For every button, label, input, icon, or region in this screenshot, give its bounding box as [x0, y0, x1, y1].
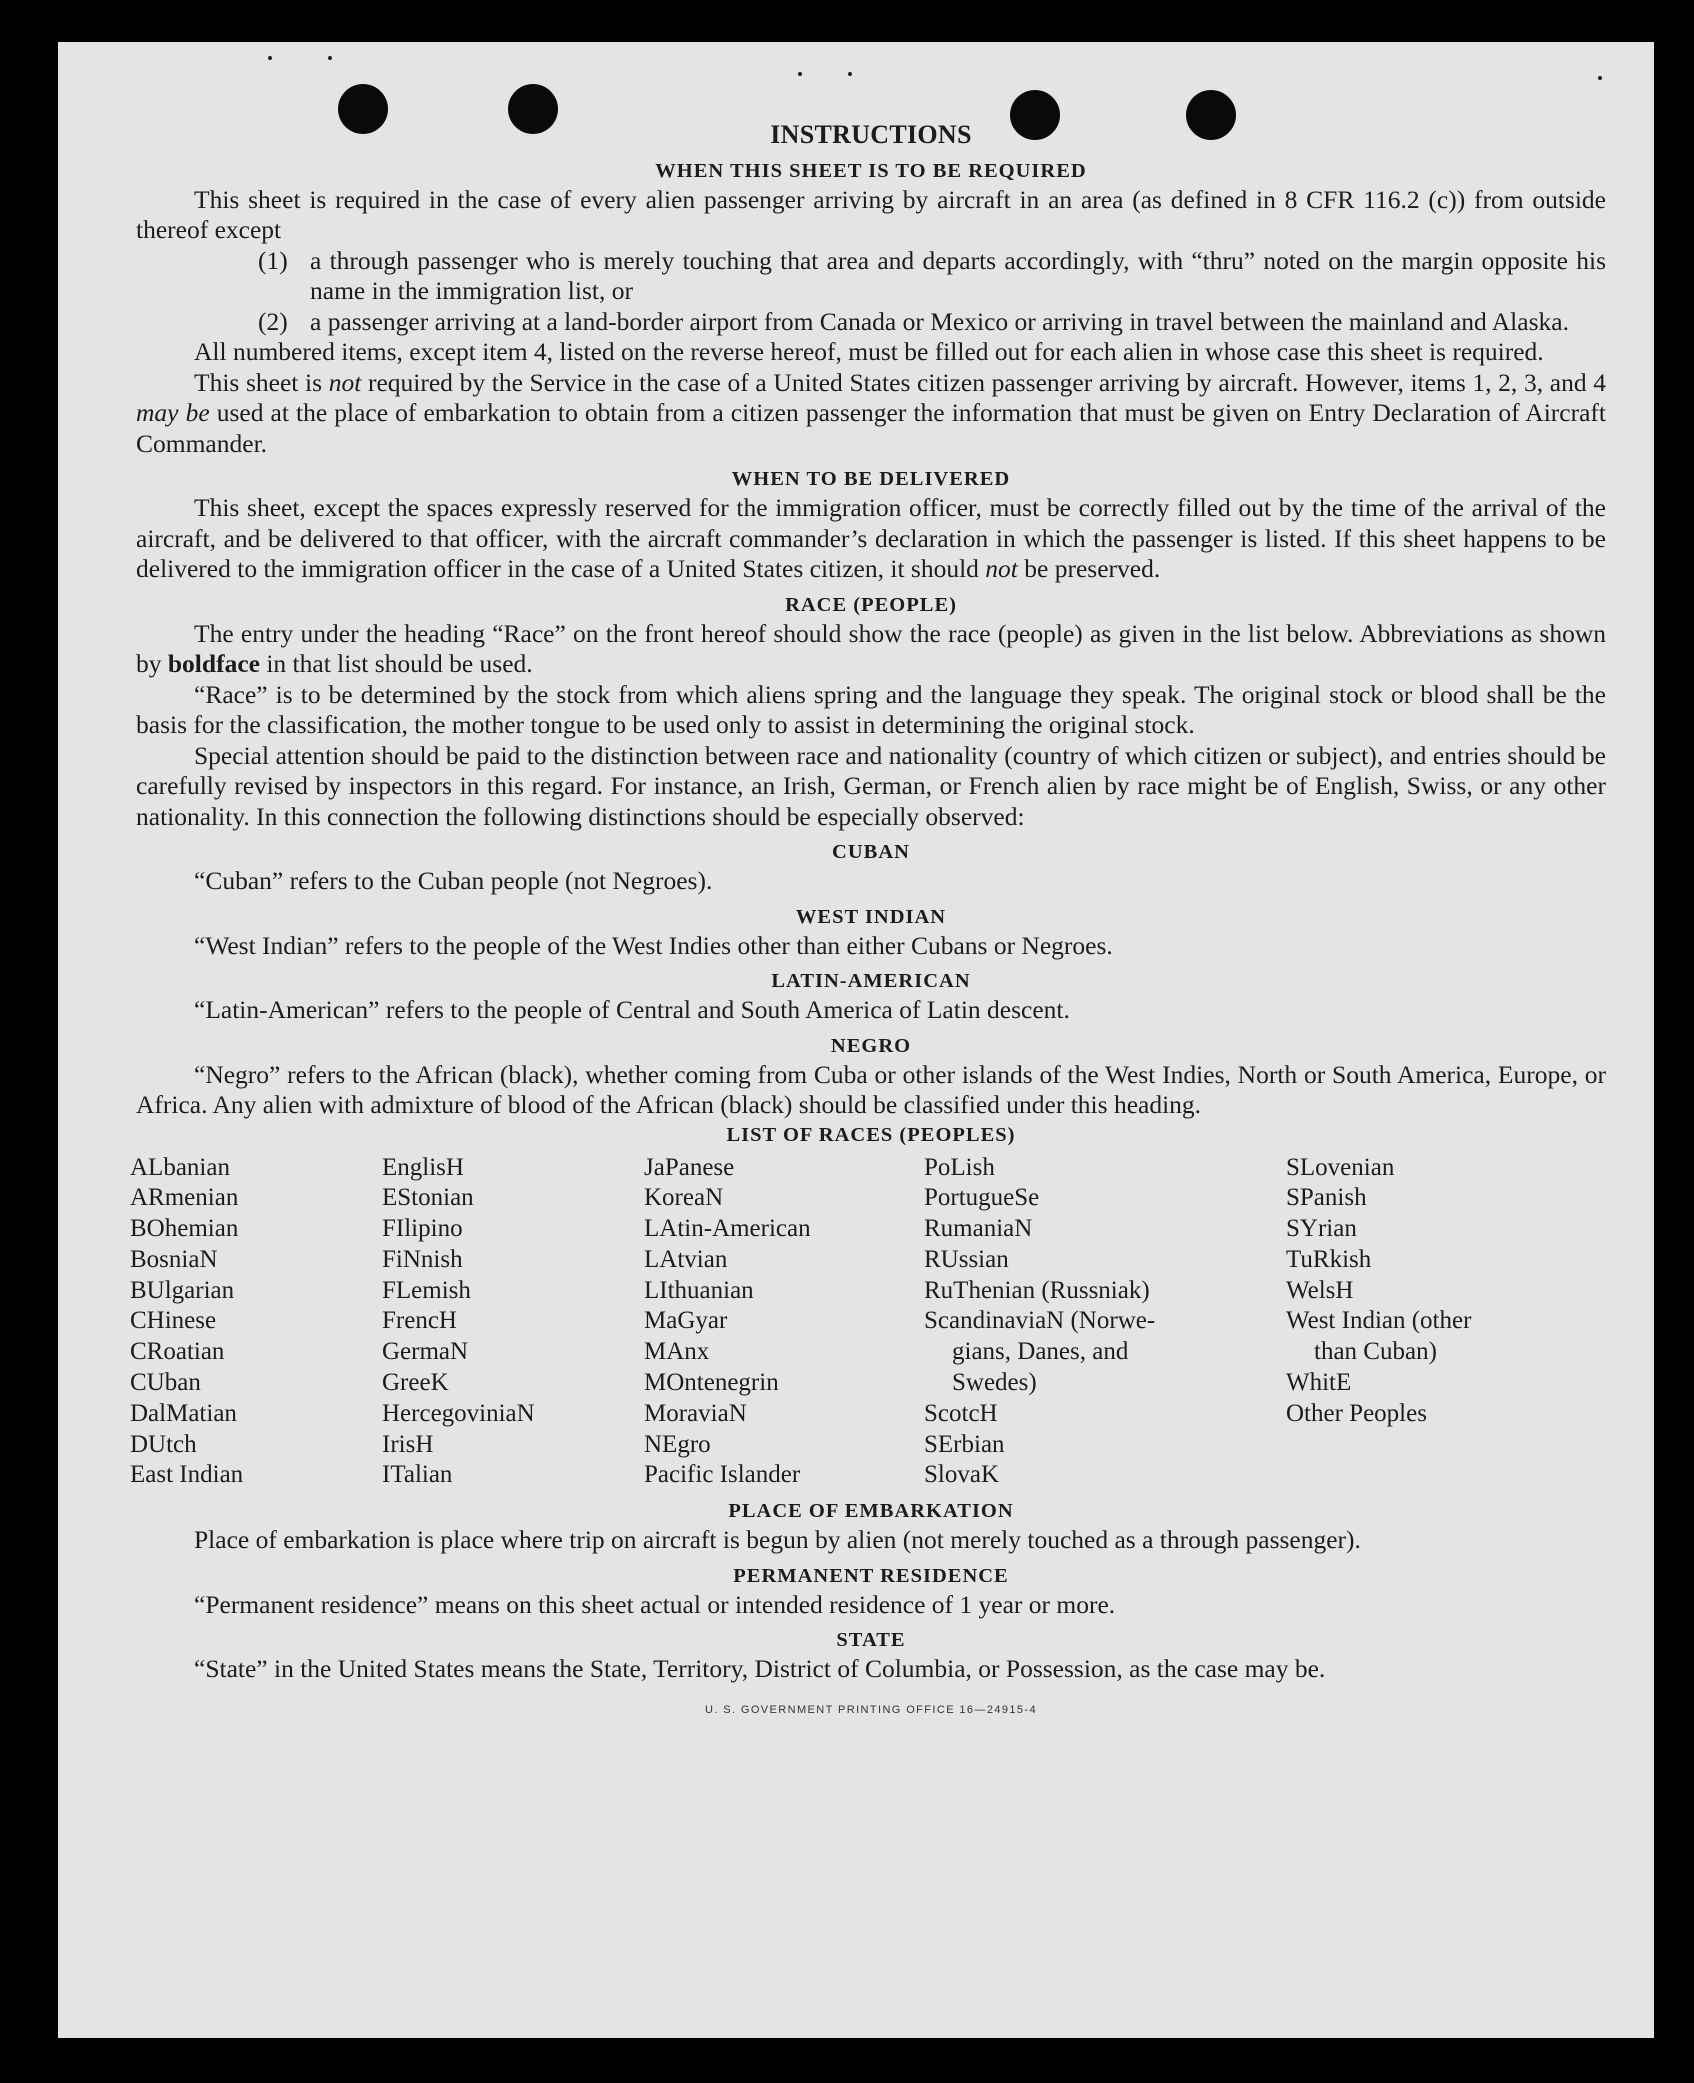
list-item: KoreaN [644, 1184, 724, 1212]
race-column [1286, 1153, 1548, 1492]
list-item: BUlgarian [130, 1276, 235, 1304]
section-heading: STATE [836, 1629, 906, 1652]
list-item: CUban [130, 1369, 201, 1397]
list-item: CHinese [130, 1307, 217, 1335]
list-item: DUtch [130, 1430, 197, 1458]
list-item: EStonian [382, 1184, 474, 1212]
list-item: GermaN [382, 1338, 469, 1366]
list-item: ScandinaviaN (Norwe- [924, 1307, 1156, 1335]
list-item: WhitE [1286, 1369, 1352, 1397]
list-item: ALbanian [130, 1153, 230, 1181]
paragraph: “Permanent residence” means on this sheet actual or intended residence of 1 year or more. [194, 1589, 1116, 1619]
list-item: LAtin-American [644, 1215, 811, 1243]
list-item: CRoatian [130, 1338, 225, 1366]
list-item: than Cuban) [1314, 1338, 1437, 1366]
list-item: LAtvian [644, 1245, 728, 1273]
list-item: DalMatian [130, 1399, 237, 1427]
paragraph: This sheet, except the spaces expressly reserved for the immigration officer, must be correctly filled out by the time of the arrival of the aircraft, and be delivered to that officer, with the aircraft commander’s declaration in which the passenger is listed. If this sheet happens to be delivered to the immigration officer in the case of a United States citizen, it should not be preserved. [136, 493, 1606, 583]
section-heading: RACE (PEOPLE) [785, 593, 957, 616]
race-column [644, 1153, 924, 1492]
list-item: Other Peoples [1286, 1399, 1427, 1427]
list-item: PortugueSe [924, 1184, 1040, 1212]
list-item: SErbian [924, 1430, 1005, 1458]
race-column [382, 1153, 644, 1492]
list-item: EnglisH [382, 1153, 464, 1181]
paragraph: “West Indian” refers to the people of the West Indies other than either Cubans or Negroes. [194, 930, 1113, 960]
list-item: MOntenegrin [644, 1369, 779, 1397]
list-item: (1) a through passenger who is merely touching that area and departs accordingly, with “thru” noted on the margin opposite his name in the immigration list, or [258, 245, 1606, 305]
list-item: MoraviaN [644, 1399, 747, 1427]
list-item: FIlipino [382, 1215, 463, 1243]
paragraph: This sheet is required in the case of every alien passenger arriving by aircraft in an area (as defined in 8 CFR 116.2 (c)) from outside thereof except [136, 184, 1606, 244]
paragraph: The entry under the heading “Race” on the front hereof should show the race (people) as given in the list below. Abbreviations as shown by boldface in that list should be used. [136, 618, 1606, 678]
section-heading: NEGRO [830, 1034, 912, 1057]
list-item: ITalian [382, 1461, 453, 1489]
list-item: WelsH [1286, 1276, 1354, 1304]
section-heading: PERMANENT RESIDENCE [733, 1564, 1009, 1587]
paragraph: “Cuban” refers to the Cuban people (not Negroes). [194, 866, 713, 895]
list-item: FrencH [382, 1307, 457, 1335]
list-item: SLovenian [1286, 1153, 1395, 1181]
list-item: FLemish [382, 1276, 471, 1304]
section-heading: LIST OF RACES (PEOPLES) [726, 1123, 1016, 1146]
list-item: JaPanese [644, 1153, 735, 1181]
list-item: RuThenian (Russniak) [924, 1276, 1150, 1304]
paragraph: Place of embarkation is place where trip on aircraft is begun by alien (not merely touched as a through passenger). [194, 1525, 1361, 1555]
list-item: East Indian [130, 1461, 244, 1489]
document-sheet [58, 42, 1654, 2038]
list-item: Swedes) [952, 1369, 1037, 1397]
section-heading: LATIN-AMERICAN [771, 970, 971, 992]
list-item: (2) a passenger arriving at a land-border airport from Canada or Mexico or arriving in travel between the mainland and Alaska. [258, 306, 1569, 336]
list-item: BOhemian [130, 1215, 239, 1243]
race-column [924, 1153, 1286, 1492]
paragraph: All numbered items, except item 4, listed on the reverse hereof, must be filled out for each alien in whose case this sheet is required. [194, 337, 1544, 366]
instructions-content [130, 120, 1606, 1725]
list-item: MaGyar [644, 1307, 728, 1335]
paragraph: “State” in the United States means the State, Territory, District of Columbia, or Possession, as the case may be. [194, 1654, 1326, 1684]
list-item: MAnx [644, 1338, 710, 1366]
paragraph: This sheet is not required by the Service in the case of a United States citizen passenger arriving by aircraft. However, items 1, 2, 3, and 4 may be used at the place of embarkation to obtain from a citizen passenger the information that must be given on Entry Declaration of Aircraft Commander. [136, 367, 1606, 458]
list-item: RumaniaN [924, 1215, 1033, 1243]
paragraph: “Latin-American” refers to the people of Central and South America of Latin descent. [194, 995, 1070, 1024]
list-item: TuRkish [1286, 1245, 1372, 1273]
list-item: LIthuanian [644, 1276, 754, 1304]
list-item: PoLish [924, 1153, 995, 1181]
list-item: BosniaN [130, 1245, 218, 1273]
section-heading: WHEN TO BE DELIVERED [731, 468, 1011, 490]
printer-imprint: U. S. GOVERNMENT PRINTING OFFICE 16—24915-4 [704, 1703, 1037, 1716]
section-heading: CUBAN [832, 841, 910, 863]
paragraph: “Negro” refers to the African (black), whether coming from Cuba or other islands of the West Indies, North or South America, Europe, or Africa. Any alien with admixture of blood of the African (black) should be classified under this heading. [136, 1059, 1606, 1119]
paragraph: “Race” is to be determined by the stock from which aliens spring and the language they speak. The original stock or blood shall be the basis for the classification, the mother tongue to be used only to assist in determining the original stock. [136, 679, 1606, 739]
list-item: HercegoviniaN [382, 1399, 535, 1427]
list-item: SlovaK [924, 1461, 999, 1489]
list-item: NEgro [644, 1430, 711, 1458]
list-item: gians, Danes, and [952, 1338, 1129, 1366]
paragraph: Special attention should be paid to the distinction between race and nationality (country of which citizen or subject), and entries should be carefully revised by inspectors in this regard. For instance, an Irish, German, or French alien by race might be of English, Swiss, or any other nationality. In this connection the following distinctions should be especially observed: [136, 740, 1606, 831]
list-item: IrisH [382, 1430, 434, 1458]
list-item: GreeK [382, 1369, 449, 1397]
page-title: INSTRUCTIONS [770, 120, 972, 149]
list-item: FiNnish [382, 1245, 463, 1273]
list-item: ARmenian [130, 1184, 239, 1212]
list-item: SPanish [1286, 1184, 1367, 1212]
list-item: ScotcH [924, 1399, 998, 1427]
list-item: SYrian [1286, 1215, 1357, 1243]
list-item: RUssian [924, 1245, 1009, 1273]
list-item: West Indian (other [1286, 1307, 1472, 1335]
race-column [130, 1153, 382, 1492]
section-heading: WHEN THIS SHEET IS TO BE REQUIRED [655, 159, 1087, 182]
race-list [130, 1153, 1606, 1492]
section-heading: PLACE OF EMBARKATION [728, 1500, 1014, 1523]
section-heading: WEST INDIAN [795, 905, 947, 928]
list-item: Pacific Islander [644, 1461, 801, 1489]
